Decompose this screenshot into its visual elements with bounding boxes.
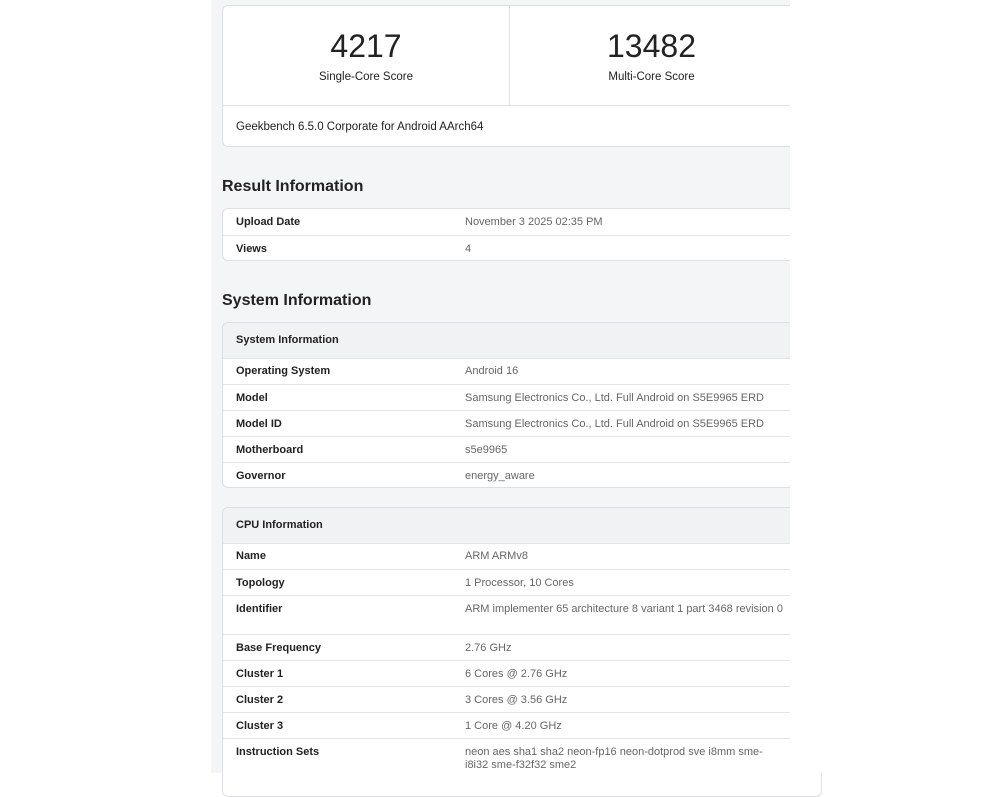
- table-row: [223, 595, 821, 634]
- result-information-table: [222, 208, 822, 261]
- table-row: [223, 358, 821, 384]
- row-value: Samsung Electronics Co., Ltd. Full Android on S5E9965 ERD: [465, 392, 764, 404]
- right-margin: [790, 0, 1000, 773]
- row-key: Model: [236, 392, 268, 404]
- system-information-table: [222, 322, 822, 488]
- row-key: Cluster 3: [236, 720, 284, 732]
- table-row: [223, 660, 821, 686]
- system-information-heading: System Information: [222, 292, 372, 309]
- row-value: 1 Core @ 4.20 GHz: [465, 720, 562, 732]
- benchmark-version: Geekbench 6.5.0 Corporate for Android AArch64: [223, 105, 821, 148]
- row-value: energy_aware: [465, 470, 535, 482]
- table-row: [223, 712, 821, 738]
- row-key: Cluster 2: [236, 694, 284, 706]
- table-row: [223, 410, 821, 436]
- table-row: [223, 462, 821, 488]
- row-value: neon aes sha1 sha2 neon-fp16 neon-dotprod sve i8mm sme-i8i32 sme-f32f32 sme2: [465, 746, 763, 771]
- score-card: [222, 5, 822, 147]
- table-row: [223, 235, 821, 261]
- table-row: [223, 384, 821, 410]
- row-value: Samsung Electronics Co., Ltd. Full Android on S5E9965 ERD: [465, 418, 764, 430]
- table-row: [223, 686, 821, 712]
- table-row: [223, 738, 821, 783]
- result-information-heading: Result Information: [222, 178, 364, 195]
- row-key: Model ID: [236, 418, 282, 430]
- multi-core-score-label: Multi-Core Score: [608, 71, 695, 83]
- row-value: 2.76 GHz: [465, 642, 512, 654]
- row-key: Governor: [236, 470, 286, 482]
- row-value: 6 Cores @ 2.76 GHz: [465, 668, 568, 680]
- multi-core-score: [509, 6, 823, 105]
- table-row: [223, 436, 821, 462]
- single-core-score: [223, 6, 510, 105]
- row-value: ARM implementer 65 architecture 8 variant 1 part 3468 revision 0: [465, 603, 783, 615]
- row-key: Topology: [236, 577, 285, 589]
- multi-core-score-value: 13482: [607, 28, 696, 64]
- row-value: 1 Processor, 10 Cores: [465, 577, 574, 589]
- row-value: ARM ARMv8: [465, 550, 528, 562]
- row-key: Name: [236, 550, 266, 562]
- row-key: Operating System: [236, 365, 331, 377]
- single-core-score-label: Single-Core Score: [319, 71, 413, 83]
- row-value: November 3 2025 02:35 PM: [465, 216, 603, 228]
- table-row: [223, 634, 821, 660]
- row-key: Cluster 1: [236, 668, 284, 680]
- row-key: Base Frequency: [236, 642, 321, 654]
- row-key: Upload Date: [236, 216, 301, 228]
- row-value: s5e9965: [465, 444, 508, 456]
- single-core-score-value: 4217: [330, 28, 402, 64]
- row-key: Identifier: [236, 603, 283, 615]
- row-value: 4: [465, 243, 472, 255]
- table-header: System Information: [223, 323, 821, 359]
- cpu-information-table: [222, 507, 822, 797]
- table-header: CPU Information: [223, 508, 821, 544]
- table-row: [223, 209, 821, 235]
- row-value: 3 Cores @ 3.56 GHz: [465, 694, 568, 706]
- row-key: Instruction Sets: [236, 746, 320, 758]
- row-value: Android 16: [465, 365, 519, 377]
- table-row: [223, 569, 821, 595]
- row-key: Views: [236, 243, 267, 255]
- row-key: Motherboard: [236, 444, 304, 456]
- table-row: [223, 543, 821, 569]
